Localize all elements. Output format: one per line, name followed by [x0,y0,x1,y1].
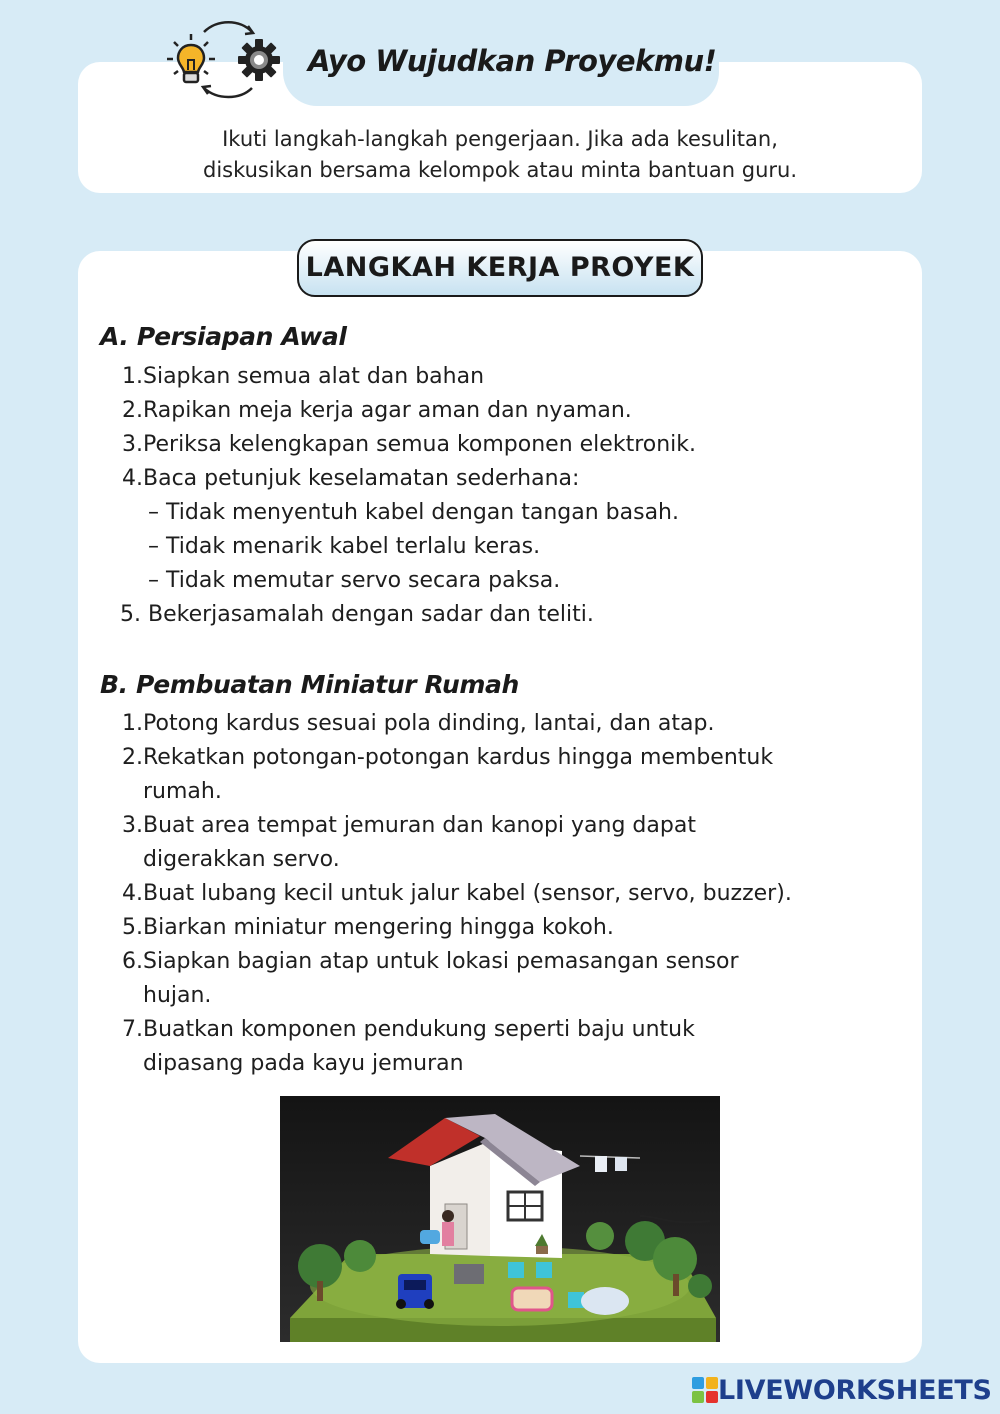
item-line: hujan. [143,983,212,1008]
list-item [100,741,910,809]
item-line: Siapkan bagian atap untuk lokasi pemasangan sensor [143,949,739,974]
item-text: Rapikan meja kerja agar aman dan nyaman. [143,398,632,423]
section-badge: LANGKAH KERJA PROYEK [297,239,703,297]
list-item [100,809,910,877]
item-line: dipasang pada kayu jemuran [143,1051,464,1076]
item-number: 5. [122,915,143,940]
item-number: 2. [122,398,143,423]
list-item [100,911,910,945]
item-text [143,741,910,809]
item-number: 2. [122,745,143,770]
safety-sub-item: – Tidak menyentuh kabel dengan tangan basah. [148,500,679,525]
item-line: Buatkan komponen pendukung seperti baju untuk [143,1017,695,1042]
item-text: Periksa kelengkapan semua komponen elektronik. [143,432,697,457]
list-item [100,462,910,496]
section-b-heading: B. Pembuatan Miniatur Rumah [100,670,519,699]
liveworksheets-logo-text: LIVEWORKSHEETS [718,1374,992,1406]
item-text [143,877,910,911]
page-title: Ayo Wujudkan Proyekmu! [308,44,717,78]
idea-gear-icon-group [162,16,284,102]
list-item [100,945,910,1013]
safety-sub-item: – Tidak menarik kabel terlalu keras. [148,534,541,559]
item-line: digerakkan servo. [143,847,340,872]
item-number: 6. [122,949,143,974]
item-text [143,945,910,1013]
item-number: 4. [122,881,143,906]
list-item: 5. Bekerjasamalah dengan sadar dan teliti. [120,602,594,627]
item-line: Biarkan miniatur mengering hingga kokoh. [143,915,614,940]
list-item [100,877,910,911]
cycle-arrows-icon [162,16,284,102]
item-number: 1. [122,364,143,389]
item-text: Baca petunjuk keselamatan sederhana: [143,466,580,491]
intro-line-2: diskusikan bersama kelompok atau minta bantuan guru. [202,158,798,182]
item-line: rumah. [143,779,222,804]
list-item [100,360,910,394]
item-number: 1. [122,711,143,736]
item-line: Buat lubang kecil untuk jalur kabel (sensor, servo, buzzer). [143,881,792,906]
list-item [100,428,910,462]
item-line: Rekatkan potongan-potongan kardus hingga membentuk [143,745,774,770]
intro-line-1: Ikuti langkah-langkah pengerjaan. Jika ada kesulitan, [222,127,778,151]
liveworksheets-logo-icon [692,1377,718,1403]
section-a-list [100,360,910,632]
item-text [143,1013,910,1081]
item-number: 4. [122,466,143,491]
item-line: Potong kardus sesuai pola dinding, lantai, dan atap. [143,711,715,736]
item-text [143,809,910,877]
list-item [100,1013,910,1081]
list-item [100,394,910,428]
section-a-heading: A. Persiapan Awal [100,322,347,351]
item-number: 7. [122,1017,143,1042]
lightbulb-icon [167,34,215,82]
section-b-list [100,707,910,1081]
miniature-house-photo [280,1096,720,1342]
safety-sub-item: – Tidak memutar servo secara paksa. [148,568,561,593]
intro-instructions [110,124,890,186]
item-text [143,911,910,945]
item-number: 3. [122,813,143,838]
item-text [143,707,910,741]
list-item [100,707,910,741]
item-number: 3. [122,432,143,457]
liveworksheets-logo[interactable] [692,1372,992,1408]
item-text: Siapkan semua alat dan bahan [143,364,485,389]
item-line: Buat area tempat jemuran dan kanopi yang dapat [143,813,696,838]
gear-icon [238,39,280,81]
